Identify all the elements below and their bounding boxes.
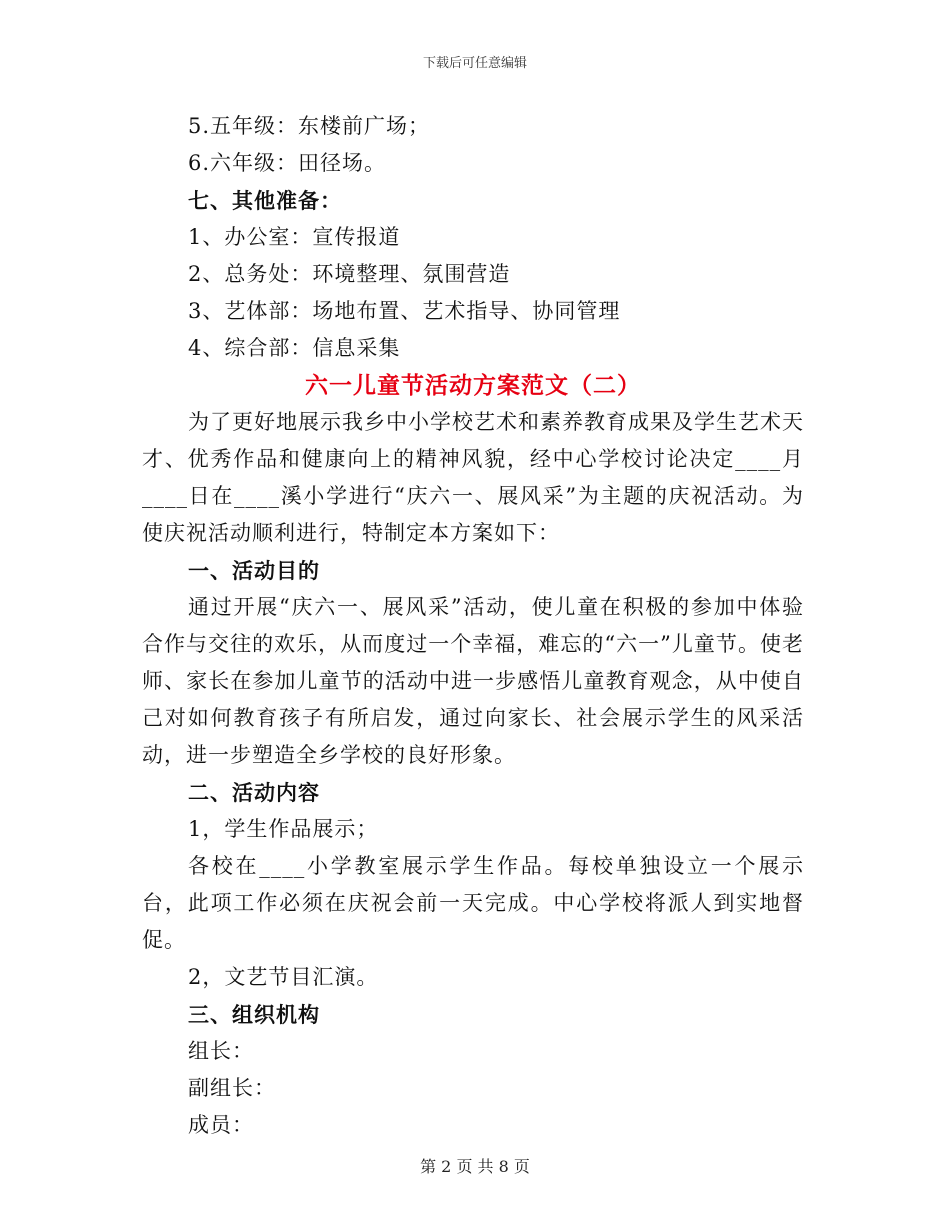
section-heading: 三、组织机构 — [188, 1002, 320, 1027]
list-item: 5.五年级：东楼前广场； — [188, 114, 431, 138]
list-item: 1，学生作品展示； — [188, 817, 379, 841]
list-item: 1、办公室：宣传报道 — [188, 225, 401, 249]
intro-paragraph: 为了更好地展示我乡中小学校艺术和素养教育成果及学生艺术天才、优秀作品和健康向上的精神风貌，经中心学校讨论决定____月____日在____溪小学进行“庆六一、展风采”为主题的庆祝活动。为使庆祝活动顺利进行，特制定本方案如下： — [142, 410, 804, 545]
list-item: 2、总务处：环境整理、氛围营造 — [188, 262, 511, 286]
purpose-paragraph: 通过开展“庆六一、展风采”活动，使儿童在积极的参加中体验合作与交往的欢乐，从而度过一个幸福，难忘的“六一”儿童节。使老师、家长在参加儿童节的活动中进一步感悟儿童教育观念，从中使自己对如何教育孩子有所启发，通过向家长、社会展示学生的风采活动，进一步塑造全乡学校的良好形象。 — [142, 595, 804, 767]
exhibition-paragraph: 各校在____小学教室展示学生作品。每校单独设立一个展示台，此项工作必须在庆祝会前一天完成。中心学校将派人到实地督促。 — [142, 854, 804, 952]
document-title: 六一儿童节活动方案范文（二） — [305, 372, 641, 399]
org-leader: 组长： — [188, 1039, 254, 1063]
section-heading: 一、活动目的 — [188, 558, 320, 583]
list-item: 2，文艺节目汇演。 — [188, 965, 379, 989]
list-item: 3、艺体部：场地布置、艺术指导、协同管理 — [188, 299, 621, 323]
page-footer: 第 2 页 共 8 页 — [420, 1157, 530, 1176]
document-body — [142, 108, 804, 1144]
org-vice-leader: 副组长： — [188, 1076, 276, 1100]
list-item: 6.六年级：田径场。 — [188, 151, 387, 175]
section-heading: 七、其他准备： — [188, 188, 342, 213]
page-header: 下载后可任意编辑 — [422, 56, 527, 71]
org-members: 成员： — [188, 1113, 254, 1137]
section-heading: 二、活动内容 — [188, 780, 320, 805]
list-item: 4、综合部：信息采集 — [188, 336, 401, 360]
